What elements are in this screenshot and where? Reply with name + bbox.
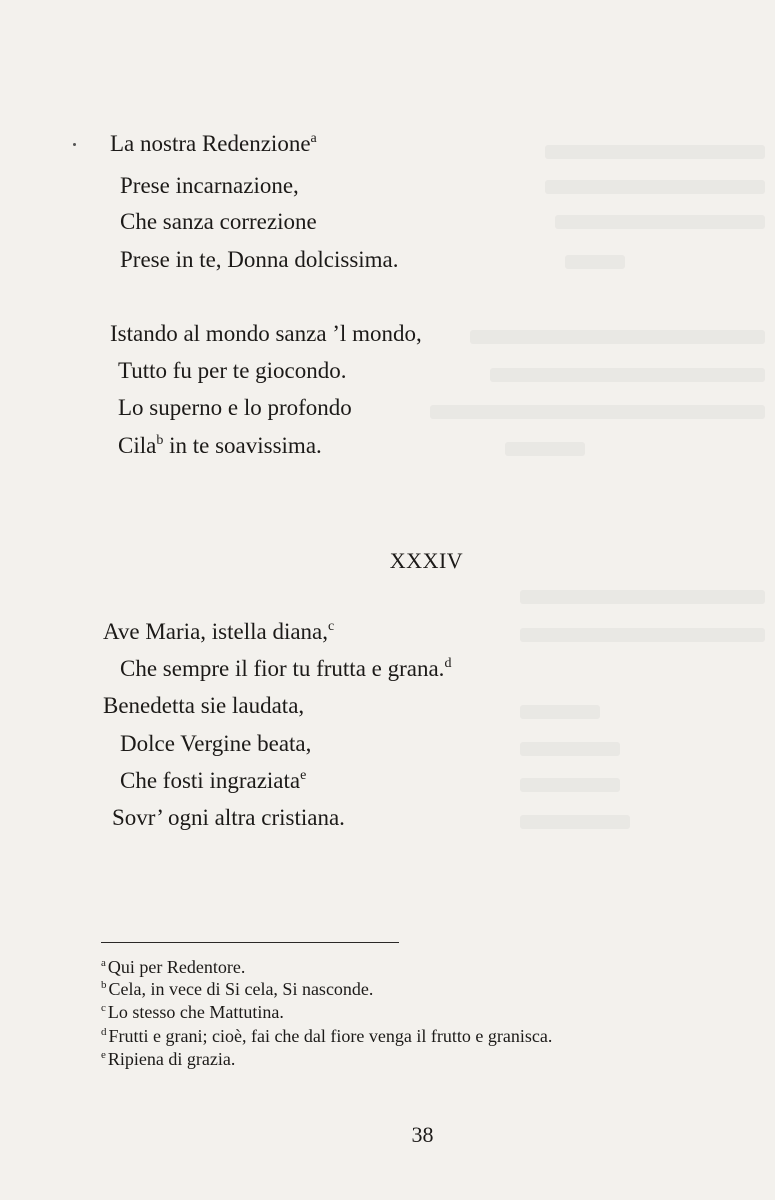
- verse-line: Benedetta sie laudata,: [103, 693, 305, 718]
- section-heading: XXXIV: [389, 548, 464, 573]
- footnote-divider: [101, 942, 399, 943]
- footnote: $^d$ Frutti e grani; cioè, fai che dal fiore venga il frutto e granisca.: [101, 1026, 553, 1046]
- verse-line: Tutto fu per te giocondo.: [118, 358, 347, 383]
- verse-line: Prese incarnazione,: [120, 173, 299, 198]
- verse-line: Dolce Vergine beata,: [120, 731, 312, 756]
- verse-line: Prese in te, Donna dolcissima.: [120, 247, 399, 272]
- verse-line: La nostra Redenzione$^a$: [110, 131, 317, 156]
- verse-line: Che sanza correzione: [120, 209, 317, 234]
- footnote: $^c$ Lo stesso che Mattutina.: [101, 1002, 284, 1022]
- footnote: $^e$ Ripiena di grazia.: [101, 1049, 236, 1069]
- footnote: $^b$ Cela, in vece di Si cela, Si nasconde.: [101, 979, 374, 999]
- verse-line: Lo superno e lo profondo: [118, 395, 352, 420]
- stray-mark: [73, 143, 76, 146]
- page-number: 38: [411, 1122, 434, 1147]
- verse-line: Che fosti ingraziata$^e$: [120, 768, 307, 793]
- footnote: $^a$ Qui per Redentore.: [101, 957, 246, 977]
- verse-line: Istando al mondo sanza ’l mondo,: [110, 321, 422, 346]
- verse-line: Cila$^b$ in te soavissima.: [118, 433, 322, 458]
- verse-line: Ave Maria, istella diana,$^c$: [103, 619, 335, 644]
- verse-line: Sovr’ ogni altra cristiana.: [112, 805, 345, 830]
- verse-line: Che sempre il fior tu frutta e grana.$^d$: [120, 656, 452, 681]
